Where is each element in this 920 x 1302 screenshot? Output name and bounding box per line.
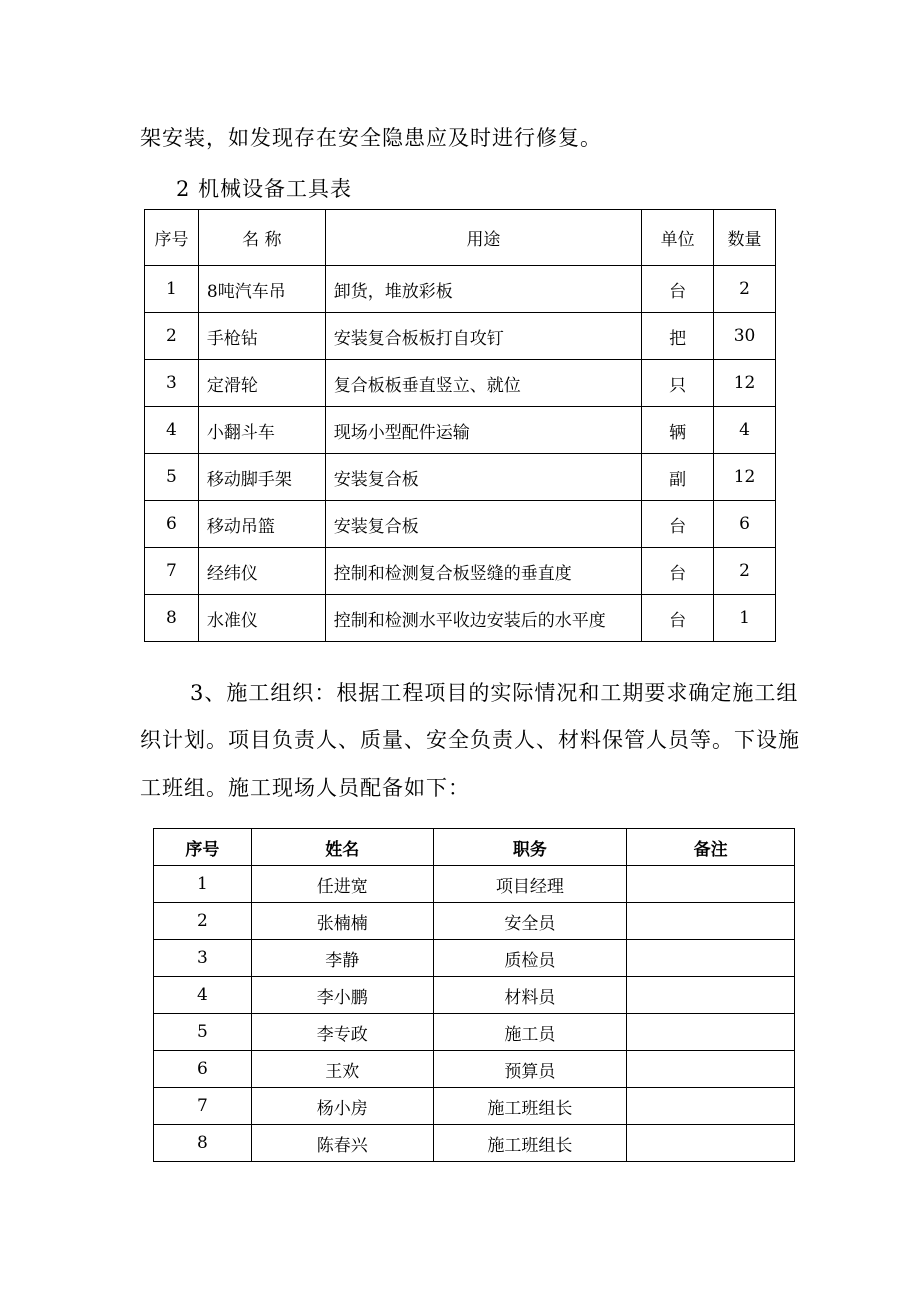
table-cell: 台	[642, 595, 714, 642]
table-cell: 4	[145, 407, 199, 454]
table-cell: 副	[642, 454, 714, 501]
table-cell: 6	[154, 1051, 252, 1088]
table-cell: 控制和检测复合板竖缝的垂直度	[325, 548, 641, 595]
table-cell: 控制和检测水平收边安装后的水平度	[325, 595, 641, 642]
table-cell: 30	[714, 313, 776, 360]
equipment-header-row	[145, 210, 776, 266]
table-cell	[627, 977, 795, 1014]
table-cell: 5	[154, 1014, 252, 1051]
table-row	[154, 977, 795, 1014]
header-cell: 序号	[154, 829, 252, 866]
intro-line: 架安装，如发现存在安全隐患应及时进行修复。	[140, 126, 602, 150]
table-row	[154, 1088, 795, 1125]
table-cell: 1	[154, 866, 252, 903]
table-cell: 手枪钻	[198, 313, 325, 360]
table-cell: 2	[714, 548, 776, 595]
table-cell: 材料员	[433, 977, 627, 1014]
table-cell: 2	[145, 313, 199, 360]
table-cell: 经纬仪	[198, 548, 325, 595]
table-cell: 5	[145, 454, 199, 501]
table-cell: 6	[714, 501, 776, 548]
table-row	[145, 407, 776, 454]
table-cell: 施工班组长	[433, 1125, 627, 1162]
table-cell	[627, 866, 795, 903]
table-cell: 施工员	[433, 1014, 627, 1051]
header-cell: 数量	[714, 210, 776, 266]
staff-header-row	[154, 829, 795, 866]
header-cell: 用途	[325, 210, 641, 266]
table-cell: 质检员	[433, 940, 627, 977]
table-cell	[627, 903, 795, 940]
table-cell: 12	[714, 360, 776, 407]
table-cell: 陈春兴	[251, 1125, 433, 1162]
table-cell: 8	[154, 1125, 252, 1162]
table-cell: 张楠楠	[251, 903, 433, 940]
table-cell: 安全员	[433, 903, 627, 940]
table-cell: 4	[714, 407, 776, 454]
organization-line-3: 工班组。施工现场人员配备如下：	[140, 776, 470, 800]
table-cell: 任进宽	[251, 866, 433, 903]
equipment-heading: 2 机械设备工具表	[176, 177, 353, 201]
table-row	[145, 548, 776, 595]
table-cell: 现场小型配件运输	[325, 407, 641, 454]
table-row	[145, 501, 776, 548]
table-cell: 4	[154, 977, 252, 1014]
table-cell: 项目经理	[433, 866, 627, 903]
header-cell: 名 称	[198, 210, 325, 266]
table-cell: 只	[642, 360, 714, 407]
table-row	[154, 903, 795, 940]
table-cell: 移动脚手架	[198, 454, 325, 501]
table-row	[145, 360, 776, 407]
table-cell: 李小鹏	[251, 977, 433, 1014]
header-cell: 单位	[642, 210, 714, 266]
table-cell: 辆	[642, 407, 714, 454]
table-cell: 1	[714, 595, 776, 642]
table-cell: 施工班组长	[433, 1088, 627, 1125]
table-cell	[627, 1051, 795, 1088]
table-cell: 12	[714, 454, 776, 501]
header-cell: 职务	[433, 829, 627, 866]
table-cell	[627, 1014, 795, 1051]
table-cell: 把	[642, 313, 714, 360]
table-cell: 3	[145, 360, 199, 407]
table-cell: 安装复合板	[325, 501, 641, 548]
table-cell	[627, 1125, 795, 1162]
table-cell: 移动吊篮	[198, 501, 325, 548]
table-cell: 定滑轮	[198, 360, 325, 407]
table-row	[154, 1125, 795, 1162]
table-row	[145, 595, 776, 642]
header-cell: 备注	[627, 829, 795, 866]
table-row	[145, 454, 776, 501]
table-cell: 台	[642, 501, 714, 548]
table-cell	[627, 1088, 795, 1125]
table-cell	[627, 940, 795, 977]
table-cell: 复合板板垂直竖立、就位	[325, 360, 641, 407]
table-cell: 2	[154, 903, 252, 940]
table-cell: 7	[145, 548, 199, 595]
table-cell: 李静	[251, 940, 433, 977]
table-cell: 台	[642, 266, 714, 313]
table-cell: 预算员	[433, 1051, 627, 1088]
table-cell: 7	[154, 1088, 252, 1125]
table-row	[145, 313, 776, 360]
table-row	[154, 1014, 795, 1051]
organization-line-2: 织计划。项目负责人、质量、安全负责人、材料保管人员等。下设施	[140, 728, 800, 752]
table-cell: 2	[714, 266, 776, 313]
table-cell: 6	[145, 501, 199, 548]
table-cell: 8吨汽车吊	[198, 266, 325, 313]
table-row	[145, 266, 776, 313]
header-cell: 序号	[145, 210, 199, 266]
header-cell: 姓名	[251, 829, 433, 866]
table-cell: 杨小房	[251, 1088, 433, 1125]
table-row	[154, 1051, 795, 1088]
table-cell: 王欢	[251, 1051, 433, 1088]
table-row	[154, 866, 795, 903]
table-cell: 台	[642, 548, 714, 595]
table-cell: 安装复合板	[325, 454, 641, 501]
table-cell: 李专政	[251, 1014, 433, 1051]
table-cell: 水准仪	[198, 595, 325, 642]
table-row	[154, 940, 795, 977]
table-cell: 小翻斗车	[198, 407, 325, 454]
table-cell: 安装复合板板打自攻钉	[325, 313, 641, 360]
table-cell: 卸货，堆放彩板	[325, 266, 641, 313]
table-cell: 1	[145, 266, 199, 313]
equipment-table	[144, 209, 776, 642]
table-cell: 8	[145, 595, 199, 642]
table-cell: 3	[154, 940, 252, 977]
staff-table	[153, 828, 795, 1162]
organization-line-1: 3、施工组织：根据工程项目的实际情况和工期要求确定施工组	[190, 681, 799, 705]
